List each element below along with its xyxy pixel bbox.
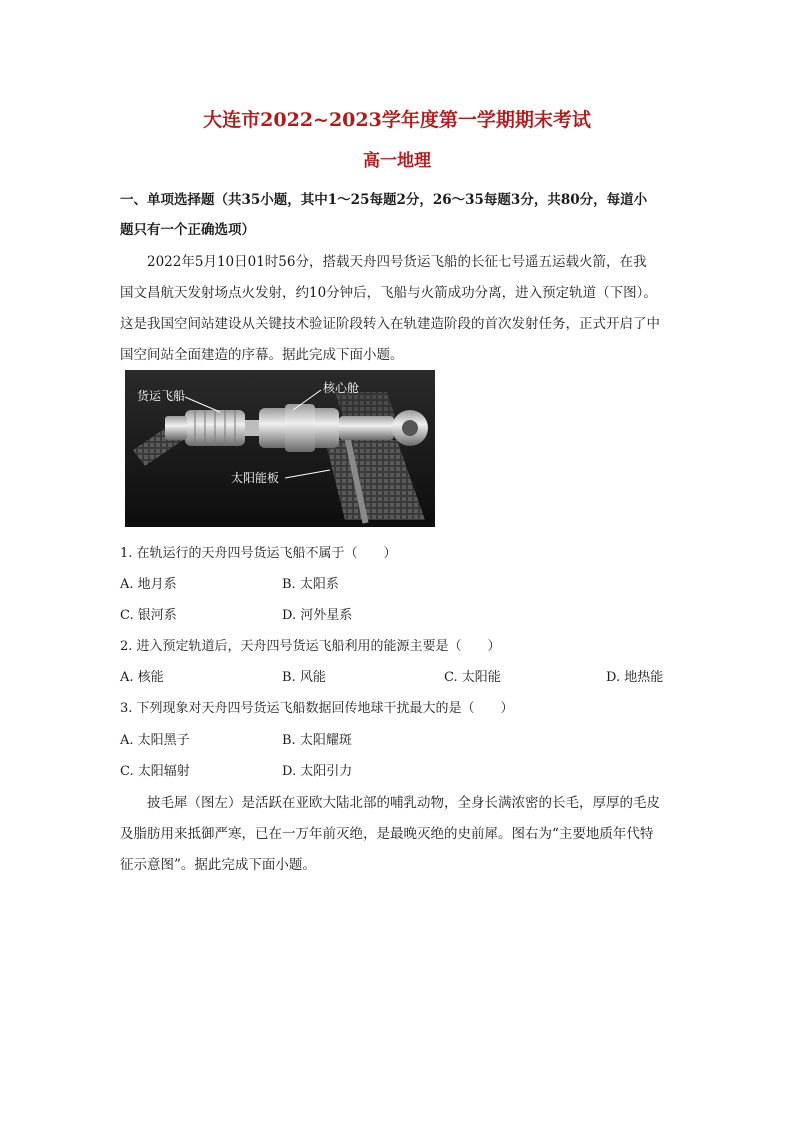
question-1: 1. 在轨运行的天舟四号货运飞船不属于（ ） — [120, 546, 397, 561]
question-3: 3. 下列现象对天舟四号货运飞船数据回传地球干扰最大的是（ ） — [120, 701, 514, 716]
question-2: 2. 进入预定轨道后，天舟四号货运飞船利用的能源主要是（ ） — [120, 639, 501, 654]
q1-option-d[interactable]: D. 河外星系 — [282, 608, 353, 623]
q1-option-c[interactable]: C. 银河系 — [120, 608, 177, 623]
passage1-line: 2022年5月10日01时56分，搭载天舟四号货运飞船的长征七号遥五运载火箭，在我 — [147, 254, 647, 270]
passage1-line: 这是我国空间站建设从关键技术验证阶段转入在轨建造阶段的首次发射任务，正式开启了中 — [120, 316, 660, 332]
exam-title: 大连市2022~2023学年度第一学期期末考试 — [203, 109, 591, 131]
section-heading-line2: 题只有一个正确选项） — [120, 222, 255, 238]
label-core-module: 核心舱 — [323, 381, 360, 395]
q2-option-a[interactable]: A. 核能 — [120, 670, 164, 685]
q1-option-b[interactable]: B. 太阳系 — [282, 577, 339, 592]
q3-option-a[interactable]: A. 太阳黑子 — [120, 733, 190, 748]
section-heading-line1: 一、单项选择题（共35小题，其中1～25每题2分，26～35每题3分，共80分，每道小 — [120, 192, 648, 208]
passage2-line: 及脂肪用来抵御严寒，已在一万年前灭绝，是最晚灭绝的史前犀。图右为“主要地质年代特 — [120, 826, 654, 842]
q3-option-b[interactable]: B. 太阳耀斑 — [282, 733, 352, 748]
passage1-line: 国空间站全面建造的序幕。据此完成下面小题。 — [120, 347, 404, 363]
label-solar-panel: 太阳能板 — [231, 471, 280, 485]
q1-option-a[interactable]: A. 地月系 — [120, 577, 177, 592]
q2-option-c[interactable]: C. 太阳能 — [444, 670, 501, 685]
q2-option-d[interactable]: D. 地热能 — [606, 670, 664, 685]
passage2-line: 征示意图”。据此完成下面小题。 — [120, 857, 316, 873]
q3-option-c[interactable]: C. 太阳辐射 — [120, 764, 190, 779]
passage2-line: 披毛犀（图左）是活跃在亚欧大陆北部的哺乳动物，全身长满浓密的长毛，厚厚的毛皮 — [147, 795, 660, 811]
passage1-line: 国文昌航天发射场点火发射，约10分钟后，飞船与火箭成功分离，进入预定轨道（下图）。 — [120, 285, 657, 301]
space-station-figure — [125, 370, 435, 527]
q2-option-b[interactable]: B. 风能 — [282, 670, 326, 685]
subject-title: 高一地理 — [363, 151, 431, 171]
label-cargo-ship: 货运飞船 — [137, 389, 186, 403]
q3-option-d[interactable]: D. 太阳引力 — [282, 764, 353, 779]
